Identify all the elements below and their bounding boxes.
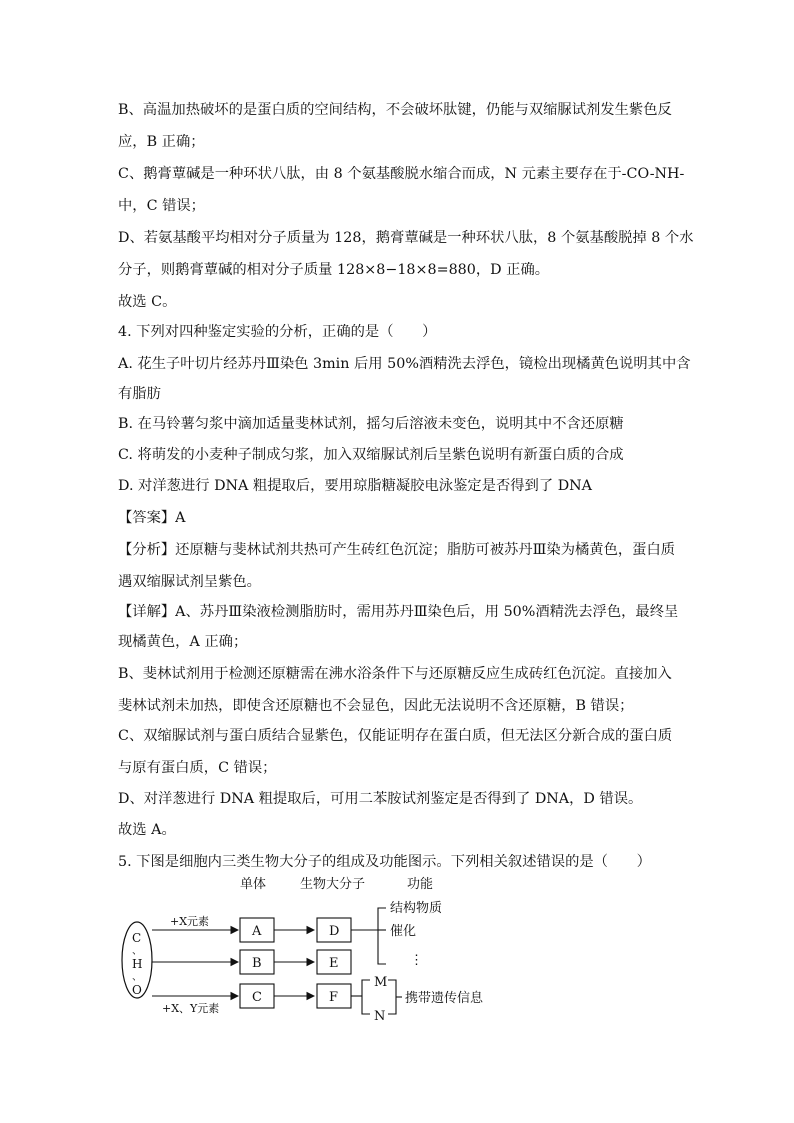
macromolecule-diagram xyxy=(120,872,520,1027)
header-monomer: 单体 xyxy=(240,877,267,892)
option-b: B. 在马铃薯匀浆中滴加适量斐林试剂，摇匀后溶液未变色，说明其中不含还原糖 xyxy=(118,416,624,432)
element-h: H xyxy=(132,957,143,971)
answer-line: 【答案】A xyxy=(118,510,186,526)
nucleic-acid-m: M xyxy=(374,975,388,990)
element-c: C xyxy=(132,931,142,945)
explanation-line: 现橘黄色，A 正确； xyxy=(118,634,248,650)
explanation-line: B、斐林试剂用于检测还原糖需在沸水浴条件下与还原糖反应生成砖红色沉淀。直接加入 xyxy=(118,666,672,682)
header-macromolecule: 生物大分子 xyxy=(300,877,366,892)
function-structure: 结构物质 xyxy=(390,901,443,916)
monomer-a: A xyxy=(252,924,262,939)
conclusion-line: 故选 A。 xyxy=(118,822,176,838)
explanation-line: D、对洋葱进行 DNA 粗提取后，可用二苯胺试剂鉴定是否得到了 DNA，D 错误。 xyxy=(118,791,643,807)
function-catalysis: 催化 xyxy=(390,924,417,939)
text-line: 应，B 正确； xyxy=(118,134,205,150)
explanation-line: 与原有蛋白质，C 错误； xyxy=(118,760,277,776)
macromolecule-d: D xyxy=(329,924,340,939)
nucleic-acid-n: N xyxy=(374,1009,386,1024)
function-bracket xyxy=(378,908,386,964)
monomer-c: C xyxy=(252,990,262,1005)
option-c: C. 将萌发的小麦种子制成匀浆，加入双缩脲试剂后呈紫色说明有新蛋白质的合成 xyxy=(118,447,624,463)
genetic-info-label: 携带遗传信息 xyxy=(405,991,484,1006)
analysis-line: 【分析】还原糖与斐林试剂共热可产生砖红色沉淀；脂肪可被苏丹Ⅲ染为橘黄色，蛋白质 xyxy=(118,542,676,558)
text-line: 中，C 错误； xyxy=(118,198,205,214)
header-function: 功能 xyxy=(407,877,434,892)
macromolecule-f: F xyxy=(329,990,339,1005)
explanation-line: 【详解】A、苏丹Ⅲ染液检测脂肪时，需用苏丹Ⅲ染色后，用 50%酒精洗去浮色，最终呈 xyxy=(118,604,679,620)
option-a-cont: 有脂肪 xyxy=(118,386,161,402)
mn-right-bracket xyxy=(388,980,396,1014)
text-line: D、若氨基酸平均相对分子质量为 128，鹅膏蕈碱是一种环状八肽，8 个氨基酸脱掉 8 个水 xyxy=(118,230,694,246)
explanation-line: 斐林试剂未加热，即使含还原糖也不会显色，因此无法说明不含还原糖，B 错误； xyxy=(118,698,634,714)
explanation-line: C、双缩脲试剂与蛋白质结合显紫色，仅能证明存在蛋白质，但无法区分新合成的蛋白质 xyxy=(118,728,673,744)
function-ellipsis: ⋮ xyxy=(410,953,423,968)
separator: 、 xyxy=(132,946,142,957)
mn-bracket xyxy=(362,980,370,1014)
text-line: C、鹅膏蕈碱是一种环状八肽，由 8 个氨基酸脱水缩合而成，N 元素主要存在于-CO-NH- xyxy=(118,166,685,182)
element-o: O xyxy=(132,983,142,997)
text-line: 分子，则鹅膏蕈碱的相对分子质量 128×8−18×8=880，D 正确。 xyxy=(118,262,550,278)
option-d: D. 对洋葱进行 DNA 粗提取后，要用琼脂糖凝胶电泳鉴定是否得到了 DNA xyxy=(118,478,592,494)
label-plus-x-y: +X、Y元素 xyxy=(162,1002,220,1015)
separator: 、 xyxy=(132,972,142,983)
monomer-b: B xyxy=(252,956,262,971)
text-line: 故选 C。 xyxy=(118,294,177,310)
analysis-line: 遇双缩脲试剂呈紫色。 xyxy=(118,574,261,590)
macromolecule-e: E xyxy=(329,956,339,971)
text-line: B、高温加热破坏的是蛋白质的空间结构，不会破坏肽键，仍能与双缩脲试剂发生紫色反 xyxy=(118,102,672,118)
option-a: A. 花生子叶切片经苏丹Ⅲ染色 3min 后用 50%酒精洗去浮色，镜检出现橘黄色说明其中含 xyxy=(118,356,691,372)
question-4-stem: 4. 下列对四种鉴定实验的分析，正确的是（ ） xyxy=(118,324,437,340)
question-5-stem: 5. 下图是细胞内三类生物大分子的组成及功能图示。下列相关叙述错误的是（ ） xyxy=(118,854,651,870)
label-plus-x: +X元素 xyxy=(170,915,210,928)
